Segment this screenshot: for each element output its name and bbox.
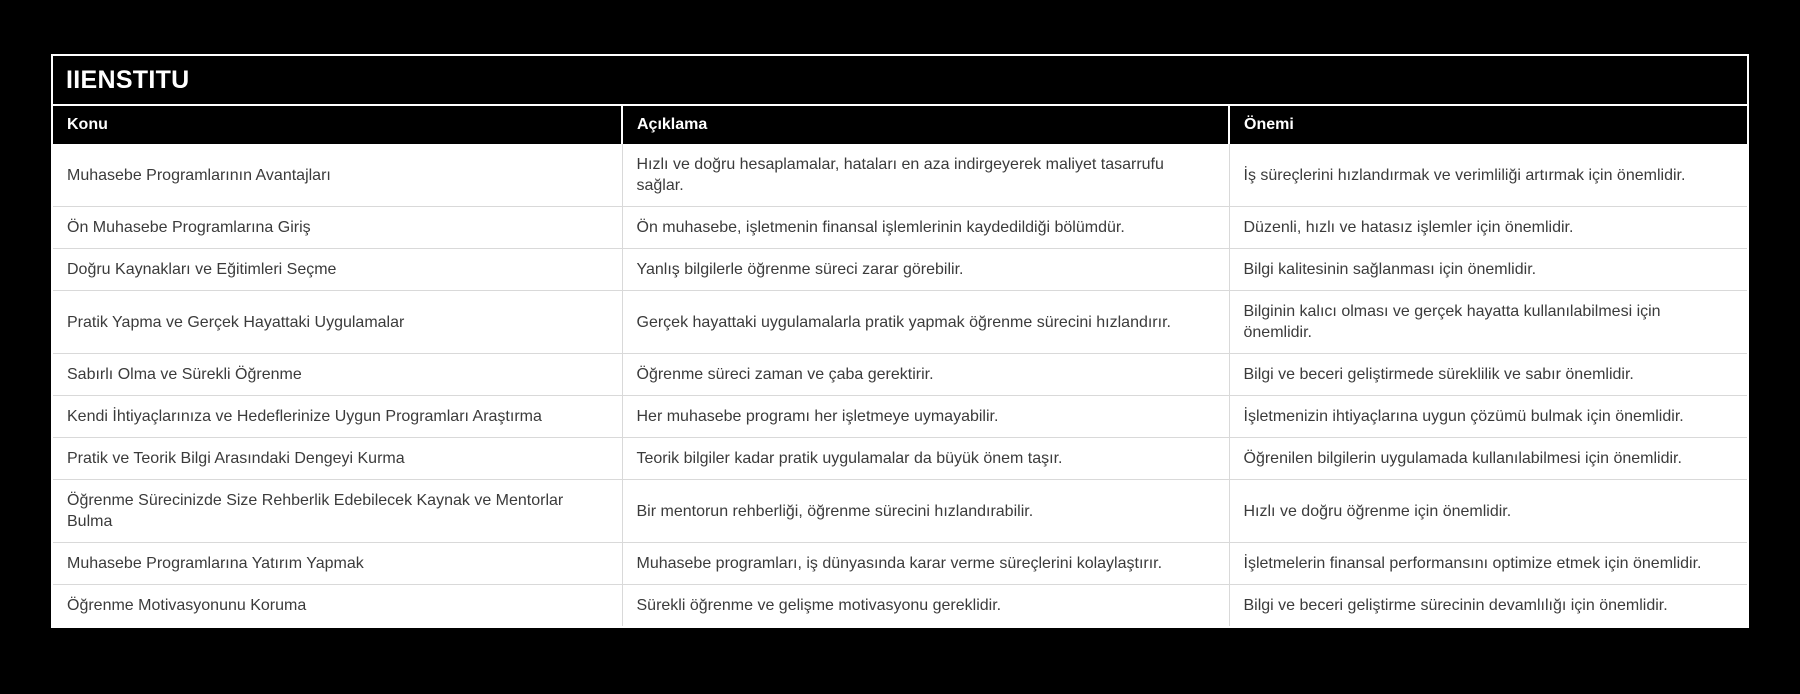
cell-onemi: Bilgi kalitesinin sağlanması için önemlidir. (1229, 249, 1747, 291)
cell-konu: Muhasebe Programlarının Avantajları (53, 144, 622, 207)
table-row (53, 207, 1747, 249)
cell-onemi: İşletmelerin finansal performansını optimize etmek için önemlidir. (1229, 543, 1747, 585)
table-row (53, 480, 1747, 543)
cell-konu: Öğrenme Motivasyonunu Koruma (53, 585, 622, 627)
table-row (53, 354, 1747, 396)
cell-onemi: İşletmenizin ihtiyaçlarına uygun çözümü bulmak için önemlidir. (1229, 396, 1747, 438)
table-row (53, 543, 1747, 585)
cell-aciklama: Gerçek hayattaki uygulamalarla pratik yapmak öğrenme sürecini hızlandırır. (622, 291, 1229, 354)
cell-aciklama: Muhasebe programları, iş dünyasında karar verme süreçlerini kolaylaştırır. (622, 543, 1229, 585)
cell-onemi: İş süreçlerini hızlandırmak ve verimliliği artırmak için önemlidir. (1229, 144, 1747, 207)
cell-konu: Sabırlı Olma ve Sürekli Öğrenme (53, 354, 622, 396)
cell-konu: Pratik Yapma ve Gerçek Hayattaki Uygulamalar (53, 291, 622, 354)
cell-onemi: Öğrenilen bilgilerin uygulamada kullanılabilmesi için önemlidir. (1229, 438, 1747, 480)
table-row (53, 291, 1747, 354)
cell-konu: Ön Muhasebe Programlarına Giriş (53, 207, 622, 249)
cell-onemi: Hızlı ve doğru öğrenme için önemlidir. (1229, 480, 1747, 543)
cell-konu: Öğrenme Sürecinizde Size Rehberlik Edebilecek Kaynak ve Mentorlar Bulma (53, 480, 622, 543)
cell-konu: Muhasebe Programlarına Yatırım Yapmak (53, 543, 622, 585)
cell-onemi: Bilgi ve beceri geliştirmede süreklilik ve sabır önemlidir. (1229, 354, 1747, 396)
cell-aciklama: Teorik bilgiler kadar pratik uygulamalar da büyük önem taşır. (622, 438, 1229, 480)
table-row (53, 585, 1747, 627)
table-row (53, 396, 1747, 438)
info-table-panel (51, 54, 1749, 628)
cell-aciklama: Yanlış bilgilerle öğrenme süreci zarar görebilir. (622, 249, 1229, 291)
column-header-onemi: Önemi (1229, 105, 1747, 144)
table-row (53, 438, 1747, 480)
info-table (53, 104, 1747, 626)
cell-aciklama: Bir mentorun rehberliği, öğrenme sürecini hızlandırabilir. (622, 480, 1229, 543)
table-row (53, 144, 1747, 207)
cell-konu: Doğru Kaynakları ve Eğitimleri Seçme (53, 249, 622, 291)
cell-aciklama: Her muhasebe programı her işletmeye uymayabilir. (622, 396, 1229, 438)
column-header-konu: Konu (53, 105, 622, 144)
table-row (53, 249, 1747, 291)
cell-aciklama: Öğrenme süreci zaman ve çaba gerektirir. (622, 354, 1229, 396)
cell-konu: Pratik ve Teorik Bilgi Arasındaki Dengeyi Kurma (53, 438, 622, 480)
table-title: IIENSTITU (53, 56, 1747, 104)
header-row (53, 105, 1747, 144)
cell-konu: Kendi İhtiyaçlarınıza ve Hedeflerinize Uygun Programları Araştırma (53, 396, 622, 438)
cell-onemi: Bilgi ve beceri geliştirme sürecinin devamlılığı için önemlidir. (1229, 585, 1747, 627)
cell-aciklama: Hızlı ve doğru hesaplamalar, hataları en aza indirgeyerek maliyet tasarrufu sağlar. (622, 144, 1229, 207)
cell-onemi: Düzenli, hızlı ve hatasız işlemler için önemlidir. (1229, 207, 1747, 249)
cell-aciklama: Sürekli öğrenme ve gelişme motivasyonu gereklidir. (622, 585, 1229, 627)
column-header-aciklama: Açıklama (622, 105, 1229, 144)
cell-onemi: Bilginin kalıcı olması ve gerçek hayatta kullanılabilmesi için önemlidir. (1229, 291, 1747, 354)
cell-aciklama: Ön muhasebe, işletmenin finansal işlemlerinin kaydedildiği bölümdür. (622, 207, 1229, 249)
